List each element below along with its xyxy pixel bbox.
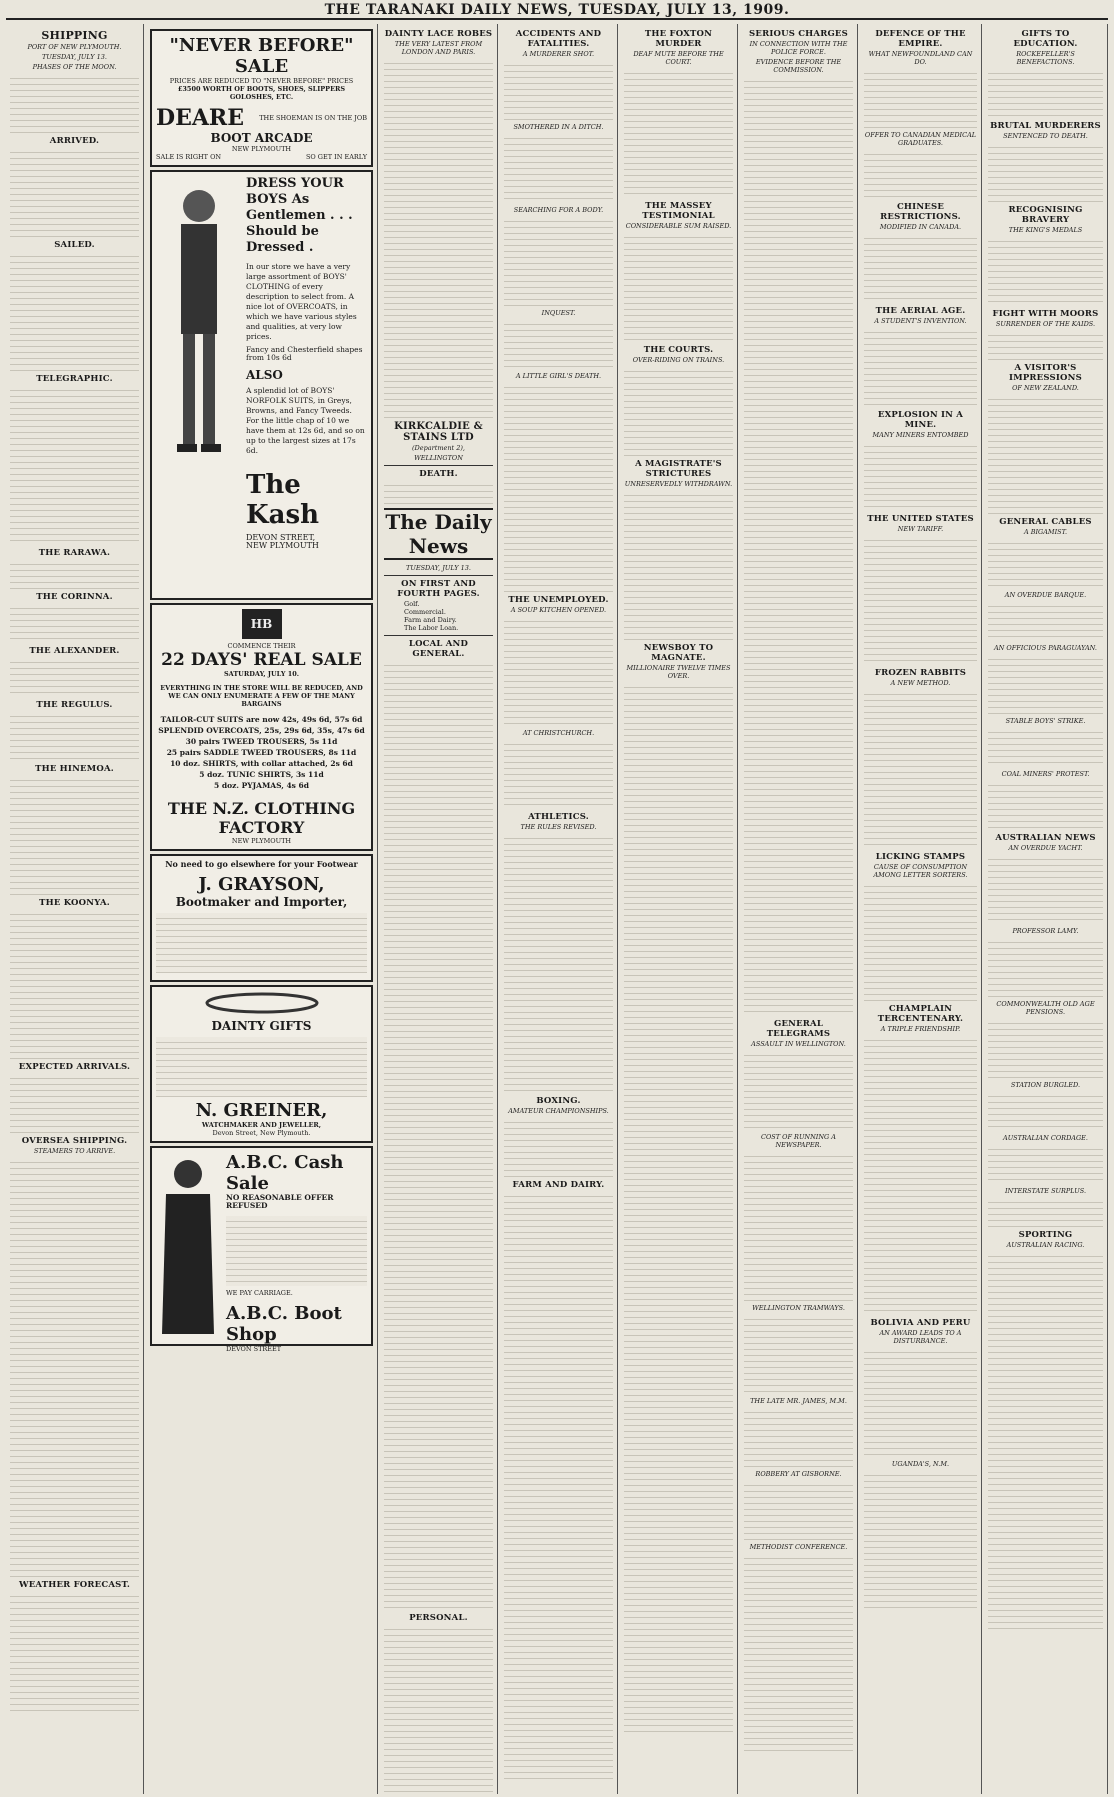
barawa-heading: THE RARAWA. — [38, 548, 111, 558]
soup-sub: A SOUP KITCHEN OPENED. — [510, 606, 607, 614]
text-block — [744, 1050, 853, 1130]
text-block — [988, 654, 1103, 714]
text-block — [156, 1037, 367, 1097]
uganda-sub: UGANDA'S, N.M. — [891, 1460, 950, 1468]
explosion-heading: EXPLOSION IN A MINE. — [877, 410, 964, 430]
surrender-sub: SURRENDER OF THE KAIDS. — [995, 320, 1096, 328]
never-before-title: "NEVER BEFORE" SALE — [169, 35, 354, 77]
personal-heading: PERSONAL. — [409, 1613, 468, 1623]
pages-list-item: The Labor Loan. — [404, 624, 459, 632]
boxing-heading: BOXING. — [536, 1096, 581, 1106]
considerable-sub: CONSIDERABLE SUM RAISED. — [625, 222, 732, 230]
text-block — [10, 559, 139, 589]
greiner-name: N. GREINER, — [195, 1100, 328, 1121]
alexander-heading: THE ALEXANDER. — [29, 646, 120, 656]
unreservedly-sub: UNRESERVEDLY WITHDRAWN. — [624, 480, 733, 488]
moon-heading: PHASES OF THE MOON. — [32, 63, 117, 71]
nz-sub: OF NEW ZEALAND. — [1012, 384, 1079, 392]
modified-sub: MODIFIED IN CANADA. — [879, 223, 962, 231]
text-block — [988, 1144, 1103, 1184]
pages-list-item: Commercial. — [404, 608, 446, 616]
paraguay-sub: AN OFFICIOUS PARAGUAYAN. — [993, 644, 1097, 652]
text-block — [864, 1347, 977, 1457]
text-block — [10, 1591, 139, 1711]
text-block — [988, 68, 1103, 118]
deaf-sub: DEAF MUTE BEFORE THE COURT. — [633, 50, 724, 66]
text-block — [988, 937, 1103, 997]
text-block — [864, 149, 977, 199]
bigamist-sub: A BIGAMIST. — [1023, 528, 1068, 536]
lace-sub: THE VERY LATEST FROM LONDON AND PARIS. — [394, 40, 483, 56]
grayson-ad — [150, 854, 373, 982]
hb-logo-icon: HB — [242, 609, 282, 639]
inquest-sub: INQUEST. — [541, 309, 576, 317]
racing-sub: AUSTRALIAN RACING. — [1006, 1241, 1085, 1249]
bargain-item: 25 pairs SADDLE TWEED TROUSERS, 8s 11d — [166, 748, 357, 757]
everything-line: EVERYTHING IN THE STORE WILL BE REDUCED, AND WE CAN ONLY ENUMERATE A FEW OF THE MANY BARGAINS — [160, 684, 363, 708]
text-block — [504, 382, 613, 592]
bravery-heading: RECOGNISING BRAVERY — [1008, 205, 1083, 225]
text-block — [864, 1470, 977, 1610]
text-block — [504, 216, 613, 306]
kirkcaldie-town: WELLINGTON — [414, 454, 463, 462]
text-block — [988, 727, 1103, 767]
column-charges — [740, 24, 858, 1794]
boot-arcade-town: NEW PLYMOUTH — [231, 145, 292, 153]
text-block — [744, 1407, 853, 1467]
gifts-heading: GIFTS TO EDUCATION. — [1013, 29, 1078, 49]
text-block — [504, 60, 613, 120]
footwear-line: No need to go elsewhere for your Footwear — [165, 859, 358, 869]
bangle-icon — [202, 991, 322, 1015]
overseeing-sub: OVER-RIDING ON TRAINS. — [632, 356, 725, 364]
text-block — [624, 682, 733, 1732]
text-block — [624, 232, 733, 342]
newfoundland-sub: WHAT NEWFOUNDLAND CAN DO. — [868, 50, 973, 66]
text-block — [10, 251, 139, 371]
shipping-heading: SHIPPING — [41, 29, 108, 42]
rules-sub: THE RULES REVISED. — [520, 823, 597, 831]
text-block — [504, 319, 613, 369]
kirkcaldie: KIRKCALDIE & STAINS LTD — [394, 421, 483, 443]
divider — [384, 465, 493, 466]
athletics-heading: ATHLETICS. — [528, 812, 589, 822]
rockefeller-sub: ROCKEFELLER'S BENEFACTIONS. — [1016, 50, 1075, 66]
tariff-sub: NEW TARIFF. — [897, 525, 944, 533]
text-block — [744, 1480, 853, 1540]
text-block — [10, 711, 139, 761]
dainty-gifts: DAINTY GIFTS — [211, 1019, 312, 1033]
days-sale: 22 DAYS' REAL SALE — [161, 650, 362, 670]
award-sub: AN AWARD LEADS TO A DISTURBANCE. — [879, 1329, 962, 1345]
column-cables — [984, 24, 1108, 1794]
column-lace — [380, 24, 498, 1794]
divider — [384, 635, 493, 636]
connection-sub: IN CONNECTION WITH THE POLICE FORCE. — [749, 40, 848, 56]
steamers-heading: STEAMERS TO ARRIVE. — [33, 1147, 116, 1155]
bargain-item: 10 doz. SHIRTS, with collar attached, 2s 6d — [170, 759, 353, 768]
mines-sub: THE LATE MR. JAMES, M.M. — [750, 1397, 847, 1405]
column-empire — [860, 24, 982, 1794]
hinemoa-heading: THE HINEMOA. — [35, 764, 114, 774]
defence-heading: DEFENCE OF THE EMPIRE. — [875, 29, 966, 49]
text-block — [864, 535, 977, 665]
abc-boot: A.B.C. Boot Shop — [226, 1303, 342, 1345]
telegraphic-heading: TELEGRAPHIC. — [36, 374, 113, 384]
grayson-name: J. GRAYSON, — [198, 874, 325, 895]
boot-arcade: BOOT ARCADE — [210, 131, 313, 145]
we-pay: WE PAY CARRIAGE. — [226, 1289, 293, 1297]
sailed-heading: SAILED. — [54, 240, 95, 250]
text-block — [226, 1216, 367, 1286]
pages-list — [384, 600, 493, 632]
station-sub: STATION BURGLED. — [1010, 1081, 1081, 1089]
column-foxton — [620, 24, 738, 1794]
norfolk-line: A splendid lot of BOYS' NORFOLK SUITS, in Greys, Browns, and Fancy Tweeds. For the little chap of 10 we have them at 12s 6d, and so on up to the largest sizes at 17s 6d. — [246, 386, 365, 455]
local-heading: LOCAL AND GENERAL. — [408, 639, 469, 659]
death-heading: DEATH. — [419, 469, 458, 479]
cost-sub: COST OF RUNNING A NEWSPAPER. — [760, 1133, 837, 1149]
murderer-sub: A MURDERER SHOT. — [522, 50, 595, 58]
saturday-line: SATURDAY, JULY 10. — [223, 670, 300, 678]
boy-illustration — [156, 176, 242, 594]
drowned-sub: SMOTHERED IN A DITCH. — [513, 123, 604, 131]
pages-list-item: Farm and Dairy. — [404, 616, 457, 624]
text-block — [504, 616, 613, 726]
bolivia-heading: BOLIVIA AND PERU — [870, 1318, 971, 1328]
text-block — [10, 147, 139, 237]
nz-clothing-town: NEW PLYMOUTH — [231, 837, 292, 845]
surplus-sub: INTERSTATE SURPLUS. — [1004, 1187, 1087, 1195]
text-block — [10, 1157, 139, 1577]
student-sub: A STUDENT'S INVENTION. — [874, 317, 967, 325]
general-heading: GENERAL TELEGRAMS — [766, 1019, 831, 1039]
bargain-item: 30 pairs TWEED TROUSERS, 5s 11d — [185, 737, 338, 746]
weather-heading: WEATHER FORECAST. — [18, 1580, 131, 1590]
abc-figure — [158, 1154, 218, 1339]
worth-line: £3500 WORTH OF BOOTS, SHOES, SLIPPERS GOLOSHES, ETC. — [177, 85, 346, 101]
fancy-line: Fancy and Chesterfield shapes from 10s 6d — [246, 345, 363, 362]
text-block — [10, 385, 139, 545]
farm-heading: FARM AND DAIRY. — [512, 1180, 605, 1190]
kings-medal-sub: THE KING'S MEDALS — [1008, 226, 1083, 234]
column-accidents — [500, 24, 618, 1794]
yacht-sub: AN OVERDUE YACHT. — [1008, 844, 1083, 852]
bargain-item: 5 doz. TUNIC SHIRTS, 3s 11d — [199, 770, 324, 779]
kash-ad — [150, 170, 373, 600]
abc-street: DEVON STREET — [226, 1345, 282, 1353]
text-block — [864, 1035, 977, 1315]
text-block — [864, 68, 977, 128]
column-adverts — [146, 24, 378, 1794]
us-heading: THE UNITED STATES — [867, 514, 974, 524]
text-block — [624, 68, 733, 198]
bargain-list — [156, 714, 367, 791]
text-block — [744, 1553, 853, 1753]
brutal-heading: BRUTAL MURDERERS — [990, 121, 1101, 131]
port-heading: PORT OF NEW PLYMOUTH. — [27, 43, 122, 51]
newsboy-heading: NEWSBOY TO MAGNATE. — [643, 643, 714, 663]
foxton-heading: THE FOXTON MURDER — [644, 29, 713, 49]
greiner-address: Devon Street, New Plymouth. — [212, 1129, 311, 1137]
cables-heading: GENERAL CABLES — [999, 517, 1092, 527]
text-block — [504, 833, 613, 1093]
get-early: SO GET IN EARLY — [305, 153, 367, 161]
text-block — [988, 854, 1103, 924]
text-block — [988, 538, 1103, 588]
text-block — [384, 58, 493, 418]
text-block — [10, 1073, 139, 1133]
text-block — [988, 1251, 1103, 1631]
amateur-sub: AMATEUR CHAMPIONSHIPS. — [508, 1107, 609, 1115]
moors-heading: FIGHT WITH MOORS — [992, 309, 1099, 319]
pages-list-item: Golf. — [404, 600, 420, 608]
text-block — [10, 73, 139, 133]
text-block — [864, 689, 977, 849]
text-block — [744, 76, 853, 1016]
watchmaker-line: WATCHMAKER AND JEWELLER, — [201, 1121, 322, 1129]
kash-street: DEVON STREET, — [246, 533, 316, 542]
shipping-date: TUESDAY, JULY 13. — [42, 53, 107, 61]
text-block — [10, 775, 139, 895]
sentenced-sub: SENTENCED TO DEATH. — [1003, 132, 1088, 140]
searching-sub: SEARCHING FOR A BODY. — [513, 206, 604, 214]
text-block — [988, 780, 1103, 830]
deare-name: DEARE — [156, 105, 244, 131]
visitors-heading: A VISITOR'S IMPRESSIONS — [1009, 363, 1082, 383]
abc-ad — [150, 1146, 373, 1353]
abc-cash: A.B.C. Cash Sale — [226, 1152, 344, 1194]
christchurch-sub: AT CHRISTCHURCH. — [522, 729, 595, 737]
text-block — [384, 1624, 493, 1794]
unemployed-heading: THE UNEMPLOYED. — [508, 595, 609, 605]
prices-line: PRICES ARE REDUCED TO "NEVER BEFORE" PRICES — [169, 77, 354, 85]
australian-heading: AUSTRALIAN NEWS — [995, 833, 1096, 843]
no-reasonable: NO REASONABLE OFFER REFUSED — [226, 1193, 334, 1210]
text-block — [864, 881, 977, 1001]
shoeman-line: THE SHOEMAN IS ON THE JOB — [259, 114, 367, 122]
text-block — [988, 1091, 1103, 1131]
assault-sub: ASSAULT IN WELLINGTON. — [751, 1040, 846, 1048]
nz-clothing-ad — [150, 603, 373, 851]
kash-name: The Kash — [246, 470, 319, 530]
methodist-sub: METHODIST CONFERENCE. — [749, 1543, 848, 1551]
text-block — [10, 909, 139, 1059]
text-block — [744, 1151, 853, 1301]
girl-sub: A LITTLE GIRL'S DEATH. — [515, 372, 602, 380]
bargain-item: TAILOR-CUT SUITS are now 42s, 49s 6d, 57s 6d — [160, 715, 363, 724]
lace-heading: DAINTY LACE ROBES — [384, 29, 493, 39]
text-block — [988, 394, 1103, 514]
serious-heading: SERIOUS CHARGES — [749, 29, 848, 39]
dress-boys: DRESS YOUR BOYS As Gentlemen . . . Should be Dressed . — [246, 176, 353, 255]
never-before-ad — [150, 29, 373, 167]
sporting-heading: SPORTING — [1018, 1230, 1073, 1240]
first-fourth: ON FIRST AND FOURTH PAGES. — [397, 579, 480, 599]
millionaire-sub: MILLIONAIRE TWELVE TIMES OVER. — [626, 664, 731, 680]
man-figure-icon — [158, 1154, 218, 1339]
corinna-heading: THE CORINNA. — [36, 592, 113, 602]
also-line: ALSO — [246, 368, 283, 382]
arrived-heading: ARRIVED. — [49, 136, 100, 146]
sale-right: SALE IS RIGHT ON — [156, 153, 222, 161]
text-block — [988, 601, 1103, 641]
text-block — [504, 1117, 613, 1177]
aerial-heading: THE AERIAL AGE. — [875, 306, 966, 316]
text-block — [504, 133, 613, 203]
text-block — [10, 603, 139, 643]
regulus-heading: THE REGULUS. — [36, 700, 113, 710]
nz-clothing-name: THE N.Z. CLOTHING FACTORY — [167, 799, 356, 837]
koonya-heading: THE KOONYA. — [39, 898, 110, 908]
stable-sub: STABLE BOYS' STRIKE. — [1005, 717, 1086, 725]
text-block — [156, 913, 367, 973]
masthead: THE TARANAKI DAILY NEWS, TUESDAY, JULY 13, 1909. — [6, 2, 1108, 20]
text-block — [988, 1018, 1103, 1078]
bargain-item: 5 doz. PYJAMAS, 4s 6d — [214, 781, 309, 790]
column-shipping — [6, 24, 144, 1794]
daily-news-title: The Daily News — [385, 510, 492, 558]
cause-sub: CAUSE OF CONSUMPTION AMONG LETTER SORTERS. — [873, 863, 968, 879]
text-block — [504, 739, 613, 809]
text-block — [624, 366, 733, 456]
tramways-sub: WELLINGTON TRAMWAYS. — [752, 1304, 845, 1312]
text-block — [864, 441, 977, 511]
bootmaker-line: Bootmaker and Importer, — [175, 895, 348, 909]
method-sub: A NEW METHOD. — [890, 679, 951, 687]
kash-town: NEW PLYMOUTH — [246, 541, 319, 550]
boy-figure-icon — [159, 176, 239, 476]
greiner-ad — [150, 985, 373, 1143]
commence-line: COMMENCE THEIR — [227, 642, 296, 650]
text-block — [504, 1191, 613, 1781]
text-block — [384, 480, 493, 504]
coal-sub: COAL MINERS' PROTEST. — [1001, 770, 1090, 778]
daily-news-date: TUESDAY, JULY 13. — [406, 564, 471, 572]
text-block — [988, 330, 1103, 360]
text-block — [988, 1197, 1103, 1227]
many-sub: MANY MINERS ENTOMBED — [872, 431, 969, 439]
licking-heading: LICKING STAMPS — [875, 852, 966, 862]
evidence-sub: EVIDENCE BEFORE THE COMMISSION. — [755, 58, 842, 74]
expected-heading: EXPECTED ARRIVALS. — [18, 1062, 131, 1072]
boys-clothing: In our store we have a very large assortment of BOYS' CLOTHING of every description to select from. A nice lot of OVERCOATS, in which we have various styles and qualities, at very low prices. — [246, 262, 357, 341]
robbery-sub: ROBBERY AT GISBORNE. — [755, 1470, 842, 1478]
text-block — [384, 660, 493, 1610]
massey-heading: THE MASSEY TESTIMONIAL — [642, 201, 715, 221]
cordage-sub: AUSTRALIAN CORDAGE. — [1003, 1134, 1088, 1142]
text-block — [988, 236, 1103, 306]
text-block — [10, 657, 139, 697]
friendship-sub: A TRIPLE FRIENDSHIP. — [880, 1025, 961, 1033]
chinese-heading: CHINESE RESTRICTIONS. — [880, 202, 961, 222]
courts-heading: THE COURTS. — [643, 345, 714, 355]
text-block — [744, 1314, 853, 1394]
champlain-heading: CHAMPLAIN TERCENTENARY. — [877, 1004, 964, 1024]
commonwealth-sub: COMMONWEALTH OLD AGE PENSIONS. — [996, 1000, 1095, 1016]
bargain-item: SPLENDID OVERCOATS, 25s, 29s 6d, 35s, 47s 6d — [158, 726, 365, 735]
frozen-heading: FROZEN RABBITS — [874, 668, 967, 678]
oversea-heading: OVERSEA SHIPPING. — [21, 1136, 128, 1146]
offer-sub: OFFER TO CANADIAN MEDICAL GRADUATES. — [864, 131, 977, 147]
text-block — [864, 327, 977, 407]
accidents-heading: ACCIDENTS AND FATALITIES. — [515, 29, 602, 49]
kirkcaldie-dept: (Department 2), — [412, 444, 465, 452]
text-block — [624, 490, 733, 640]
text-block — [864, 233, 977, 303]
divider — [384, 575, 493, 576]
magistrate-heading: A MAGISTRATE'S STRICTURES — [635, 459, 722, 479]
text-block — [988, 142, 1103, 202]
professor-sub: PROFESSOR LAMY. — [1012, 927, 1079, 935]
barque-sub: AN OVERDUE BARQUE. — [1004, 591, 1087, 599]
